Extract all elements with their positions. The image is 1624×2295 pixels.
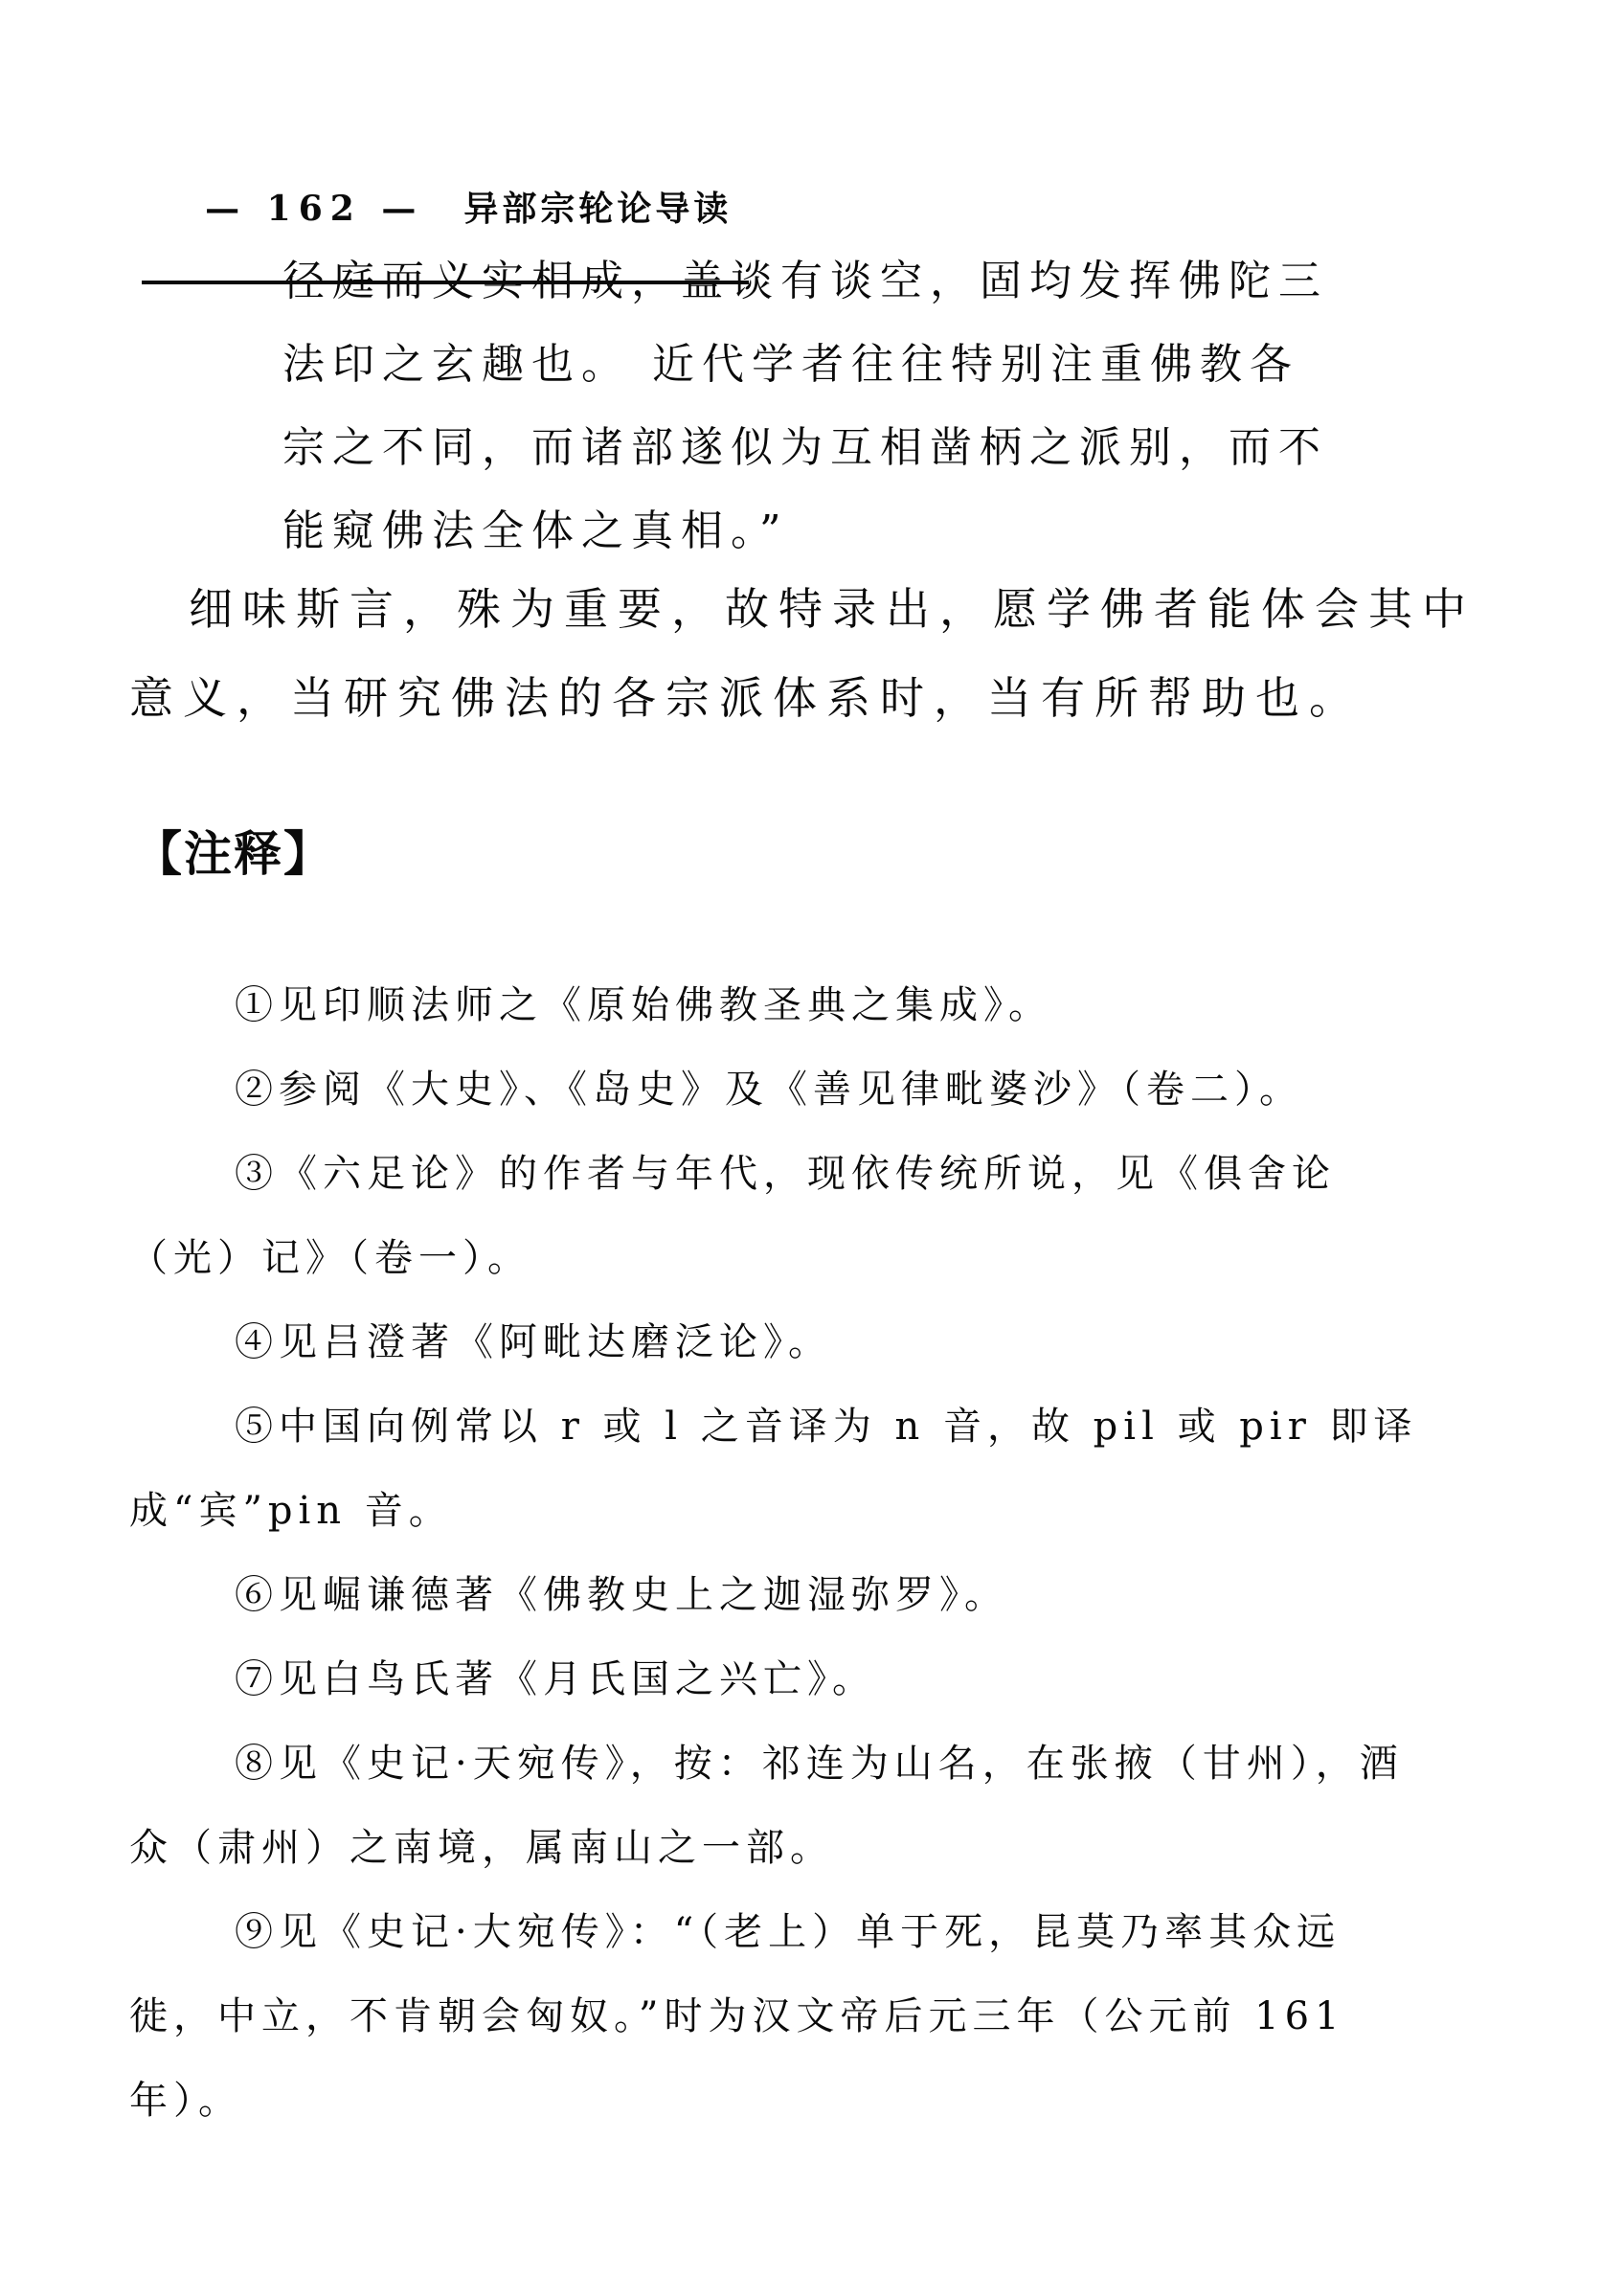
paragraph-line: 细味斯言，殊为重要，故特录出，愿学佛者能体会其中 <box>189 583 1476 635</box>
note-line: ⑧见《史记·天宛传》，按：祁连为山名，在张掖（甘州），酒 <box>235 1742 1404 1786</box>
notes-section-title: 【注释】 <box>134 825 333 882</box>
note-line: 成“宾”pin 音。 <box>129 1489 453 1533</box>
note-line: ①见印顺法师之《原始佛教圣典之集成》。 <box>235 983 1052 1027</box>
quote-line: 法印之玄趣也。 近代学者往往特别注重佛教各 <box>282 340 1299 389</box>
notes-block <box>129 963 1537 2143</box>
note-line: ④见吕澄著《阿毗达磨泛论》。 <box>235 1320 832 1364</box>
note-line: 徙，中立，不肯朝会匈奴。”时为汉文帝后元三年（公元前 161 <box>129 1994 1345 2038</box>
note-line: ⑥见崛谦德著《佛教史上之迦湿弥罗》。 <box>235 1573 1008 1617</box>
note-line: （光）记》（卷一）。 <box>129 1236 531 1280</box>
quote-block <box>282 239 1556 573</box>
book-title: 异部宗轮论导读 <box>463 189 733 229</box>
note-line: 众（肃州）之南境，属南山之一部。 <box>129 1826 834 1870</box>
note-line: ⑦见白鸟氏著《月氏国之兴亡》。 <box>235 1657 876 1701</box>
commentary-paragraph <box>129 565 1527 743</box>
note-line: ⑤中国向例常以 r 或 l 之音译为 n 音，故 pil 或 pir 即译 <box>235 1405 1418 1449</box>
quote-line: 能窥佛法全体之真相。” <box>282 506 789 555</box>
quote-line: 宗之不同，而诸部遂似为互相凿柄之派别，而不 <box>282 423 1328 472</box>
page-number: — 162 — <box>205 189 424 229</box>
note-line: ②参阅《大史》、《岛史》及《善见律毗婆沙》（卷二）。 <box>235 1068 1303 1112</box>
quote-line: 径庭而义实相成，盖谈有谈空，固均发挥佛陀三 <box>282 257 1328 305</box>
note-line: 年）。 <box>129 2079 242 2123</box>
paragraph-line: 意义，当研究佛法的各宗派体系时，当有所帮助也。 <box>129 672 1363 724</box>
note-line: ⑨见《史记·大宛传》：“（老上）单于死，昆莫乃率其众远 <box>235 1910 1342 1954</box>
note-line: ③《六足论》的作者与年代，现依传统所说，见《俱舍论 <box>235 1152 1336 1196</box>
